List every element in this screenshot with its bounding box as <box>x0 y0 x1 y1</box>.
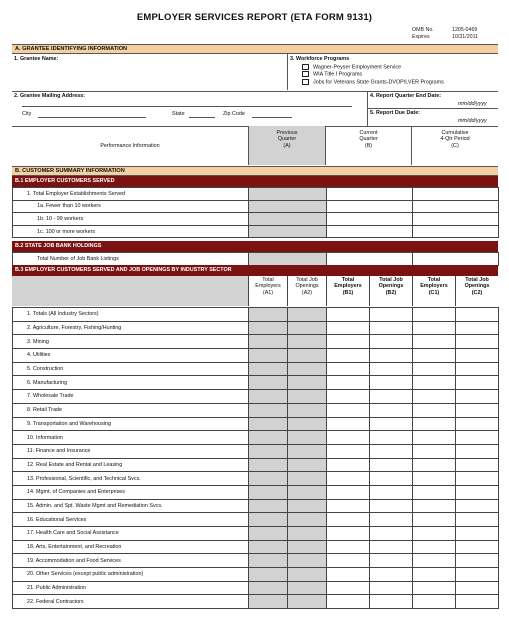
input-cell[interactable] <box>249 403 288 417</box>
col-c2-header <box>456 277 498 296</box>
industry-label: 14. Mgmt. of Companies and Enterprises <box>13 485 249 499</box>
table-row <box>13 417 499 431</box>
input-cell[interactable] <box>249 499 288 513</box>
industry-label: 7. Wholesale Trade <box>13 390 249 404</box>
quarter-end-label: 4. Report Quarter End Date: <box>370 93 441 99</box>
input-cell[interactable] <box>249 362 288 376</box>
input-cell[interactable] <box>288 444 327 458</box>
b2-header: B.2 STATE JOB BANK HOLDINGS <box>12 241 498 252</box>
input-cell[interactable] <box>288 485 327 499</box>
input-cell[interactable] <box>370 472 413 486</box>
table-row <box>13 188 499 201</box>
input-cell[interactable] <box>413 200 499 213</box>
input-cell[interactable] <box>370 321 413 335</box>
table-row <box>13 225 499 238</box>
program-option-1[interactable] <box>302 64 444 71</box>
col-a-line2: Quarter <box>277 136 297 143</box>
input-cell[interactable] <box>327 390 370 404</box>
input-cell[interactable] <box>249 527 288 541</box>
input-cell[interactable] <box>327 568 370 582</box>
col-b-line1: Current <box>359 130 378 136</box>
input-cell[interactable] <box>456 321 499 335</box>
input-cell[interactable] <box>249 458 288 472</box>
input-cell[interactable] <box>288 458 327 472</box>
section-b-header: B. CUSTOMER SUMMARY INFORMATION <box>12 166 498 176</box>
input-cell[interactable] <box>327 321 370 335</box>
program-option-3[interactable] <box>302 79 444 86</box>
program-option-2[interactable] <box>302 71 444 78</box>
industry-table <box>12 307 499 609</box>
program-label-2: WIA Title I Programs <box>313 71 363 78</box>
state-label: State <box>172 111 185 117</box>
input-cell[interactable] <box>456 568 499 582</box>
input-cell[interactable] <box>249 554 288 568</box>
industry-label: 2. Agriculture, Forestry, Fishing/Hunting <box>13 321 249 335</box>
input-cell[interactable] <box>249 444 288 458</box>
col-c-line2: 4-Qtr Period <box>440 136 470 143</box>
input-cell[interactable] <box>456 417 499 431</box>
input-cell[interactable] <box>370 554 413 568</box>
input-cell[interactable] <box>327 200 413 213</box>
col-b2-line3: (B2) <box>385 289 397 296</box>
input-cell[interactable] <box>456 376 499 390</box>
input-cell[interactable] <box>413 390 456 404</box>
col-b2-line1: Total Job <box>379 277 403 283</box>
input-cell[interactable] <box>249 376 288 390</box>
input-cell[interactable] <box>456 581 499 595</box>
input-cell[interactable] <box>370 595 413 609</box>
input-cell[interactable] <box>456 472 499 486</box>
industry-label: 17. Health Care and Social Assistance <box>13 527 249 541</box>
input-cell[interactable] <box>370 431 413 445</box>
input-cell[interactable] <box>249 595 288 609</box>
col-c1-line2: Employers <box>420 283 448 290</box>
input-cell[interactable] <box>288 581 327 595</box>
industry-label: 8. Retail Trade <box>13 403 249 417</box>
section-a-header: A. GRANTEE IDENTIFYING INFORMATION <box>12 44 498 54</box>
input-cell[interactable] <box>327 499 370 513</box>
input-cell[interactable] <box>288 417 327 431</box>
input-cell[interactable] <box>413 321 456 335</box>
b3-header: B.3 EMPLOYER CUSTOMERS SERVED AND JOB OPENINGS BY INDUSTRY SECTOR <box>12 265 498 276</box>
mailing-address-label: 2. Grantee Mailing Address: <box>14 93 86 99</box>
input-cell[interactable] <box>413 253 499 266</box>
table-row <box>13 200 499 213</box>
input-cell[interactable] <box>327 403 370 417</box>
input-cell[interactable] <box>327 349 370 363</box>
input-cell[interactable] <box>249 417 288 431</box>
industry-label: 15. Admin. and Spt. Waste Mgmt and Remediation Svcs. <box>13 499 249 513</box>
input-cell[interactable] <box>327 431 370 445</box>
form-title: EMPLOYER SERVICES REPORT (ETA FORM 9131) <box>136 12 373 23</box>
checkbox-icon[interactable] <box>302 79 309 85</box>
table-row <box>13 458 499 472</box>
input-cell[interactable] <box>456 499 499 513</box>
col-c1-header <box>413 277 455 296</box>
industry-label: 13. Professional, Scientific, and Technical Svcs. <box>13 472 249 486</box>
table-row <box>13 376 499 390</box>
input-cell[interactable] <box>327 554 370 568</box>
input-cell[interactable] <box>413 554 456 568</box>
table-row <box>13 554 499 568</box>
input-cell[interactable] <box>288 335 327 349</box>
input-cell[interactable] <box>249 513 288 527</box>
col-b2-header <box>370 277 412 296</box>
col-c1-line1: Total <box>427 277 441 283</box>
input-cell[interactable] <box>370 403 413 417</box>
input-cell[interactable] <box>249 225 327 238</box>
input-cell[interactable] <box>413 485 456 499</box>
table-row <box>13 390 499 404</box>
input-cell[interactable] <box>413 444 456 458</box>
input-cell[interactable] <box>249 568 288 582</box>
b1-table <box>12 187 499 238</box>
input-cell[interactable] <box>327 485 370 499</box>
input-cell[interactable] <box>456 349 499 363</box>
input-cell[interactable] <box>327 581 370 595</box>
input-cell[interactable] <box>327 188 413 201</box>
input-cell[interactable] <box>370 335 413 349</box>
industry-label: 12. Real Estate and Rental and Leasing <box>13 458 249 472</box>
col-a1-line2: Employers <box>255 283 281 290</box>
input-cell[interactable] <box>456 390 499 404</box>
state-field[interactable] <box>189 117 215 118</box>
industry-label: 9. Transportation and Warehousing <box>13 417 249 431</box>
city-field[interactable] <box>38 117 146 118</box>
performance-header <box>12 126 498 167</box>
col-a-line1: Previous <box>276 130 298 136</box>
input-cell[interactable] <box>456 335 499 349</box>
input-cell[interactable] <box>249 581 288 595</box>
input-cell[interactable] <box>249 188 327 201</box>
input-cell[interactable] <box>288 540 327 554</box>
section-a-body <box>12 54 498 127</box>
col-b1-line1: Total <box>341 277 355 283</box>
table-row <box>13 253 499 266</box>
input-cell[interactable] <box>456 513 499 527</box>
checkbox-icon[interactable] <box>302 71 309 77</box>
table-row <box>13 362 499 376</box>
checkbox-icon[interactable] <box>302 64 309 70</box>
industry-label: 16. Educational Services <box>13 513 249 527</box>
input-cell[interactable] <box>288 362 327 376</box>
input-cell[interactable] <box>249 213 327 226</box>
table-row <box>13 349 499 363</box>
input-cell[interactable] <box>288 472 327 486</box>
col-a2-line2: Openings <box>295 283 319 290</box>
col-b1-line3: (B1) <box>342 289 354 296</box>
industry-label: 11. Finance and Insurance <box>13 444 249 458</box>
b3-column-headers <box>12 276 498 308</box>
col-a1-line3: (A1) <box>262 289 274 296</box>
performance-label: Performance Information <box>100 143 160 149</box>
table-row <box>13 335 499 349</box>
input-cell[interactable] <box>327 595 370 609</box>
table-row <box>13 472 499 486</box>
input-cell[interactable] <box>456 431 499 445</box>
input-cell[interactable] <box>288 554 327 568</box>
input-cell[interactable] <box>288 390 327 404</box>
input-cell[interactable] <box>249 472 288 486</box>
col-c-line3: (C) <box>451 142 459 149</box>
table-row <box>13 213 499 226</box>
zip-field[interactable] <box>252 117 292 118</box>
input-cell[interactable] <box>327 540 370 554</box>
zip-label: Zip Code <box>223 111 245 117</box>
input-cell[interactable] <box>370 581 413 595</box>
input-cell[interactable] <box>327 513 370 527</box>
input-cell[interactable] <box>288 595 327 609</box>
input-cell[interactable] <box>249 485 288 499</box>
table-row <box>13 403 499 417</box>
due-date-format: mm/dd/yyyy <box>458 118 487 124</box>
table-row <box>13 444 499 458</box>
input-cell[interactable] <box>249 390 288 404</box>
table-row <box>13 568 499 582</box>
input-cell[interactable] <box>413 213 499 226</box>
input-cell[interactable] <box>327 417 370 431</box>
input-cell[interactable] <box>413 472 456 486</box>
program-checklist <box>302 64 444 86</box>
input-cell[interactable] <box>288 499 327 513</box>
row-label: 1b. 10 - 99 workers <box>13 213 249 226</box>
input-cell[interactable] <box>456 595 499 609</box>
table-row <box>13 527 499 541</box>
input-cell[interactable] <box>327 225 413 238</box>
omb-info <box>412 27 478 41</box>
industry-label: 18. Arts, Entertainment, and Recreation <box>13 540 249 554</box>
input-cell[interactable] <box>327 335 370 349</box>
input-cell[interactable] <box>249 431 288 445</box>
industry-label: 4. Utilities <box>13 349 249 363</box>
input-cell[interactable] <box>249 200 327 213</box>
b2-table <box>12 252 499 266</box>
table-row <box>13 431 499 445</box>
input-cell[interactable] <box>370 444 413 458</box>
table-row <box>13 513 499 527</box>
input-cell[interactable] <box>413 581 456 595</box>
col-c1-line3: (C1) <box>428 289 440 296</box>
industry-label: 10. Information <box>13 431 249 445</box>
industry-label: 19. Accommodation and Food Services <box>13 554 249 568</box>
col-a-header <box>248 126 326 165</box>
industry-label: 22. Federal Contractors <box>13 595 249 609</box>
input-cell[interactable] <box>288 403 327 417</box>
input-cell[interactable] <box>288 568 327 582</box>
input-cell[interactable] <box>413 595 456 609</box>
input-cell[interactable] <box>413 362 456 376</box>
input-cell[interactable] <box>370 568 413 582</box>
table-row <box>13 485 499 499</box>
input-cell[interactable] <box>327 458 370 472</box>
b1-header: B.1 EMPLOYER CUSTOMERS SERVED <box>12 176 498 187</box>
table-row <box>13 308 499 322</box>
input-cell[interactable] <box>370 349 413 363</box>
table-row <box>13 499 499 513</box>
input-cell[interactable] <box>370 376 413 390</box>
col-c2-line1: Total Job <box>465 277 489 283</box>
input-cell[interactable] <box>370 308 413 322</box>
col-a-line3: (A) <box>283 142 291 149</box>
col-a2-line3: (A2) <box>301 289 313 296</box>
row-label: Total Number of Job Bank Listings <box>13 253 249 266</box>
col-a2-line1: Total Job <box>296 277 318 283</box>
input-cell[interactable] <box>456 540 499 554</box>
col-c-line1: Cumulative <box>441 130 469 136</box>
col-c2-line3: (C2) <box>471 289 483 296</box>
input-cell[interactable] <box>249 540 288 554</box>
program-label-3: Jobs for Veterans State Grants-DVOP/LVER Programs <box>313 79 444 86</box>
grantee-name-label: 1. Grantee Name: <box>14 56 59 62</box>
input-cell[interactable] <box>327 376 370 390</box>
input-cell[interactable] <box>327 444 370 458</box>
input-cell[interactable] <box>327 213 413 226</box>
input-cell[interactable] <box>249 349 288 363</box>
input-cell[interactable] <box>327 308 370 322</box>
input-cell[interactable] <box>456 458 499 472</box>
input-cell[interactable] <box>456 403 499 417</box>
input-cell[interactable] <box>327 253 413 266</box>
row-label: 1. Total Employer Establishments Served <box>13 188 249 201</box>
input-cell[interactable] <box>370 458 413 472</box>
city-label: City <box>22 111 32 117</box>
input-cell[interactable] <box>413 458 456 472</box>
input-cell[interactable] <box>413 349 456 363</box>
program-label-1: Wagner-Peyser Employment Service <box>313 64 402 71</box>
input-cell[interactable] <box>456 444 499 458</box>
input-cell[interactable] <box>288 308 327 322</box>
input-cell[interactable] <box>288 376 327 390</box>
industry-label: 5. Construction <box>13 362 249 376</box>
due-date-label: 5. Report Due Date: <box>370 110 421 116</box>
input-cell[interactable] <box>249 308 288 322</box>
col-a1-header <box>249 277 287 296</box>
omb-number: 1205-0469 <box>452 27 478 33</box>
col-b1-header <box>327 277 369 296</box>
input-cell[interactable] <box>456 362 499 376</box>
input-cell[interactable] <box>413 499 456 513</box>
input-cell[interactable] <box>288 527 327 541</box>
table-row <box>13 321 499 335</box>
input-cell[interactable] <box>456 485 499 499</box>
row-label: 1a. Fewer than 10 workers <box>13 200 249 213</box>
input-cell[interactable] <box>288 431 327 445</box>
input-cell[interactable] <box>327 527 370 541</box>
table-row <box>13 581 499 595</box>
omb-expires-label: Expires <box>412 34 430 40</box>
input-cell[interactable] <box>456 554 499 568</box>
input-cell[interactable] <box>413 225 499 238</box>
industry-label: 6. Manufacturing <box>13 376 249 390</box>
input-cell[interactable] <box>370 499 413 513</box>
input-cell[interactable] <box>370 485 413 499</box>
industry-label: 3. Mining <box>13 335 249 349</box>
input-cell[interactable] <box>413 513 456 527</box>
table-row <box>13 595 499 609</box>
table-row <box>13 540 499 554</box>
input-cell[interactable] <box>413 335 456 349</box>
col-a2-header <box>288 277 326 296</box>
workforce-programs-label: 3. Workforce Programs <box>290 56 350 62</box>
address-line-field[interactable] <box>22 106 352 107</box>
col-b-line3: (B) <box>364 142 373 149</box>
input-cell[interactable] <box>456 308 499 322</box>
input-cell[interactable] <box>370 362 413 376</box>
industry-label: 1. Totals (All Industry Sectors) <box>13 308 249 322</box>
input-cell[interactable] <box>249 253 327 266</box>
input-cell[interactable] <box>370 540 413 554</box>
input-cell[interactable] <box>413 527 456 541</box>
col-b2-line2: Openings <box>378 283 404 290</box>
input-cell[interactable] <box>413 376 456 390</box>
row-label: 1c. 100 or more workers <box>13 225 249 238</box>
input-cell[interactable] <box>370 390 413 404</box>
col-c2-line2: Openings <box>464 283 490 290</box>
omb-expires: 10/31/2011 <box>452 34 479 40</box>
input-cell[interactable] <box>288 321 327 335</box>
input-cell[interactable] <box>370 513 413 527</box>
input-cell[interactable] <box>288 349 327 363</box>
quarter-end-format: mm/dd/yyyy <box>458 101 487 107</box>
col-b-header <box>326 126 412 165</box>
input-cell[interactable] <box>456 527 499 541</box>
omb-number-label: OMB No. <box>412 27 434 33</box>
col-b1-line2: Employers <box>334 283 362 290</box>
input-cell[interactable] <box>413 308 456 322</box>
input-cell[interactable] <box>249 321 288 335</box>
input-cell[interactable] <box>327 362 370 376</box>
input-cell[interactable] <box>370 417 413 431</box>
input-cell[interactable] <box>413 568 456 582</box>
input-cell[interactable] <box>370 527 413 541</box>
industry-label: 21. Public Administration <box>13 581 249 595</box>
input-cell[interactable] <box>413 417 456 431</box>
col-b-line2: Quarter <box>359 136 378 143</box>
col-c-header <box>412 126 498 165</box>
input-cell[interactable] <box>249 335 288 349</box>
input-cell[interactable] <box>413 403 456 417</box>
input-cell[interactable] <box>413 540 456 554</box>
input-cell[interactable] <box>413 431 456 445</box>
input-cell[interactable] <box>288 513 327 527</box>
input-cell[interactable] <box>327 472 370 486</box>
col-a1-line1: Total <box>262 277 274 283</box>
industry-label: 20. Other Services (except public administration) <box>13 568 249 582</box>
input-cell[interactable] <box>413 188 499 201</box>
